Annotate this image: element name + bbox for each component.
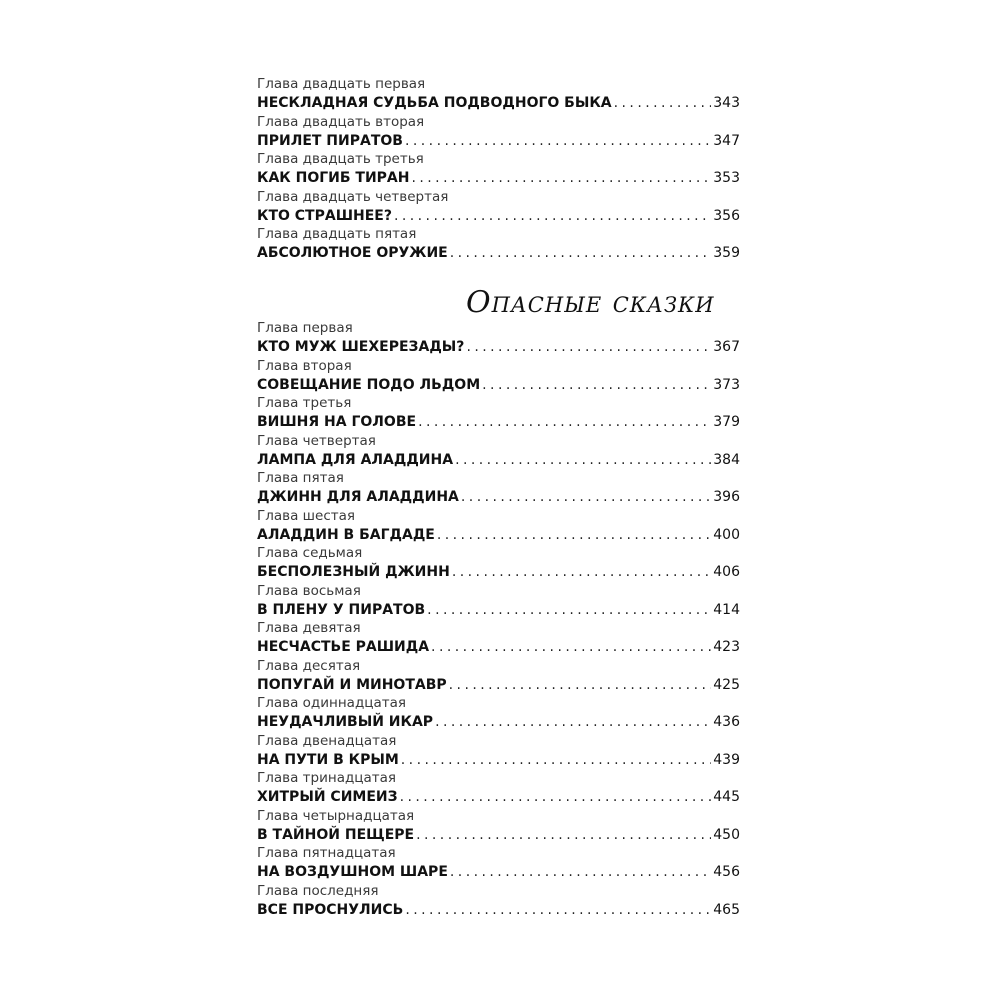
chapter-number: Глава двадцать третья [257, 151, 424, 167]
chapter-title: НЕСКЛАДНАЯ СУДЬБА ПОДВОДНОГО БЫКА [257, 95, 612, 111]
toc-entry [257, 114, 740, 152]
page-number: 359 [713, 245, 740, 261]
page-number: 425 [713, 676, 740, 693]
page-number: 439 [713, 751, 740, 768]
toc-entry [257, 770, 740, 808]
page-number: 450 [713, 826, 740, 843]
page-number: 445 [713, 789, 740, 805]
toc-line [257, 600, 740, 620]
dot-leader [450, 862, 711, 882]
toc-entry [257, 658, 740, 696]
chapter-number: Глава первая [257, 320, 353, 336]
dot-leader [435, 712, 711, 732]
dot-leader [405, 900, 711, 920]
toc-entry [257, 620, 740, 658]
toc-entry [257, 508, 740, 546]
chapter-title: ВСЕ ПРОСНУЛИСЬ [257, 901, 404, 918]
page-number: 373 [713, 376, 740, 393]
chapter-number: Глава десятая [257, 657, 361, 674]
dot-leader [431, 637, 711, 657]
chapter-title: ВИШНЯ НА ГОЛОВЕ [257, 414, 417, 430]
chapter-number: Глава шестая [257, 507, 355, 524]
page-number: 423 [713, 639, 740, 655]
chapter-title: ХИТРЫЙ СИМЕИЗ [257, 789, 398, 805]
toc-line [257, 487, 740, 507]
page-number: 400 [713, 526, 740, 543]
chapter-title: БЕСПОЛЕЗНЫЙ ДЖИНН [257, 564, 450, 580]
chapter-title: КАК ПОГИБ ТИРАН [257, 170, 410, 186]
chapter-number: Глава вторая [257, 357, 352, 374]
chapter-number: Глава седьмая [257, 545, 363, 561]
chapter-number: Глава тринадцатая [257, 770, 397, 786]
toc-line [257, 93, 740, 113]
chapter-number: Глава четырнадцатая [257, 807, 415, 824]
toc-line [257, 243, 740, 263]
toc-entry [257, 76, 740, 114]
toc-entry [257, 695, 740, 733]
toc-line [257, 168, 740, 188]
chapter-number: Глава последняя [257, 882, 379, 899]
chapter-title: В ТАЙНОЙ ПЕЩЕРЕ [257, 826, 415, 843]
chapter-title: НА ВОЗДУШНОМ ШАРЕ [257, 864, 448, 880]
chapter-title: АЛАДДИН В БАГДАДЕ [257, 526, 435, 543]
toc-line [257, 562, 740, 582]
chapter-number: Глава пятая [257, 470, 344, 486]
chapter-title: КТО МУЖ ШЕХЕРЕЗАДЫ? [257, 339, 465, 355]
page-number: 367 [713, 339, 740, 355]
dot-leader [450, 243, 712, 263]
dot-leader [394, 206, 711, 226]
dot-leader [405, 131, 711, 151]
toc-line [257, 675, 740, 695]
chapter-number: Глава двадцать вторая [257, 113, 425, 130]
toc-entry [257, 808, 740, 846]
page-number: 353 [713, 170, 740, 186]
dot-leader [614, 93, 712, 113]
toc-entry [257, 226, 740, 264]
chapter-number: Глава восьмая [257, 582, 361, 599]
chapter-title: ДЖИНН ДЛЯ АЛАДДИНА [257, 489, 459, 505]
chapter-title: ПРИЛЕТ ПИРАТОВ [257, 132, 403, 149]
toc-line [257, 450, 740, 470]
section-heading: Опасные сказки [466, 285, 715, 320]
dot-leader [461, 487, 711, 507]
toc-entry [257, 433, 740, 471]
chapter-title: В ПЛЕНУ У ПИРАТОВ [257, 601, 426, 618]
dot-leader [416, 825, 711, 845]
toc-line [257, 412, 740, 432]
toc-line [257, 206, 740, 226]
toc-line [257, 375, 740, 395]
chapter-title: ПОПУГАЙ И МИНОТАВР [257, 676, 447, 693]
dot-leader [400, 787, 712, 807]
toc-line [257, 637, 740, 657]
chapter-number: Глава двадцать пятая [257, 226, 417, 242]
page-number: 379 [713, 414, 740, 430]
dot-leader [437, 525, 711, 545]
toc-entry [257, 358, 740, 396]
page-number: 406 [713, 564, 740, 580]
dot-leader [466, 337, 711, 357]
chapter-title: НА ПУТИ В КРЫМ [257, 751, 399, 768]
toc-entry [257, 733, 740, 771]
chapter-number: Глава третья [257, 395, 352, 411]
toc-entry [257, 320, 740, 358]
toc-section-2 [257, 320, 740, 920]
chapter-title: АБСОЛЮТНОЕ ОРУЖИЕ [257, 245, 448, 261]
toc-entry [257, 395, 740, 433]
chapter-title: НЕУДАЧЛИВЫЙ ИКАР [257, 714, 434, 730]
toc-entry [257, 845, 740, 883]
toc-line [257, 862, 740, 882]
page-number: 356 [713, 207, 740, 224]
chapter-title: НЕСЧАСТЬЕ РАШИДА [257, 639, 430, 655]
chapter-title: КТО СТРАШНЕЕ? [257, 207, 392, 224]
toc-line [257, 900, 740, 920]
chapter-number: Глава двадцать первая [257, 76, 426, 92]
page-number: 347 [713, 132, 740, 149]
page-number: 396 [713, 489, 740, 505]
dot-leader [418, 412, 711, 432]
dot-leader [482, 375, 711, 395]
toc-line [257, 712, 740, 732]
dot-leader [449, 675, 712, 695]
toc-entry [257, 583, 740, 621]
toc-entry [257, 883, 740, 921]
chapter-number: Глава четвертая [257, 432, 376, 449]
page-number: 436 [713, 714, 740, 730]
chapter-number: Глава двадцать четвертая [257, 188, 449, 205]
chapter-number: Глава двенадцатая [257, 732, 397, 749]
page-number: 343 [713, 95, 740, 111]
page-number: 384 [713, 451, 740, 468]
toc-entry [257, 189, 740, 227]
toc-line [257, 787, 740, 807]
toc-line [257, 525, 740, 545]
toc-line [257, 131, 740, 151]
page-number: 465 [713, 901, 740, 918]
chapter-number: Глава пятнадцатая [257, 845, 396, 861]
chapter-number: Глава одиннадцатая [257, 695, 407, 711]
toc-line [257, 825, 740, 845]
page-number: 414 [713, 601, 740, 618]
toc-entry [257, 470, 740, 508]
toc-line [257, 337, 740, 357]
dot-leader [455, 450, 711, 470]
toc-entry [257, 151, 740, 189]
dot-leader [452, 562, 711, 582]
chapter-title: СОВЕЩАНИЕ ПОДО ЛЬДОМ [257, 376, 481, 393]
toc-entry [257, 545, 740, 583]
dot-leader [427, 600, 711, 620]
dot-leader [411, 168, 711, 188]
dot-leader [401, 750, 712, 770]
toc-section-1 [257, 76, 740, 264]
page-number: 456 [713, 864, 740, 880]
chapter-title: ЛАМПА ДЛЯ АЛАДДИНА [257, 451, 454, 468]
toc-line [257, 750, 740, 770]
chapter-number: Глава девятая [257, 620, 361, 636]
